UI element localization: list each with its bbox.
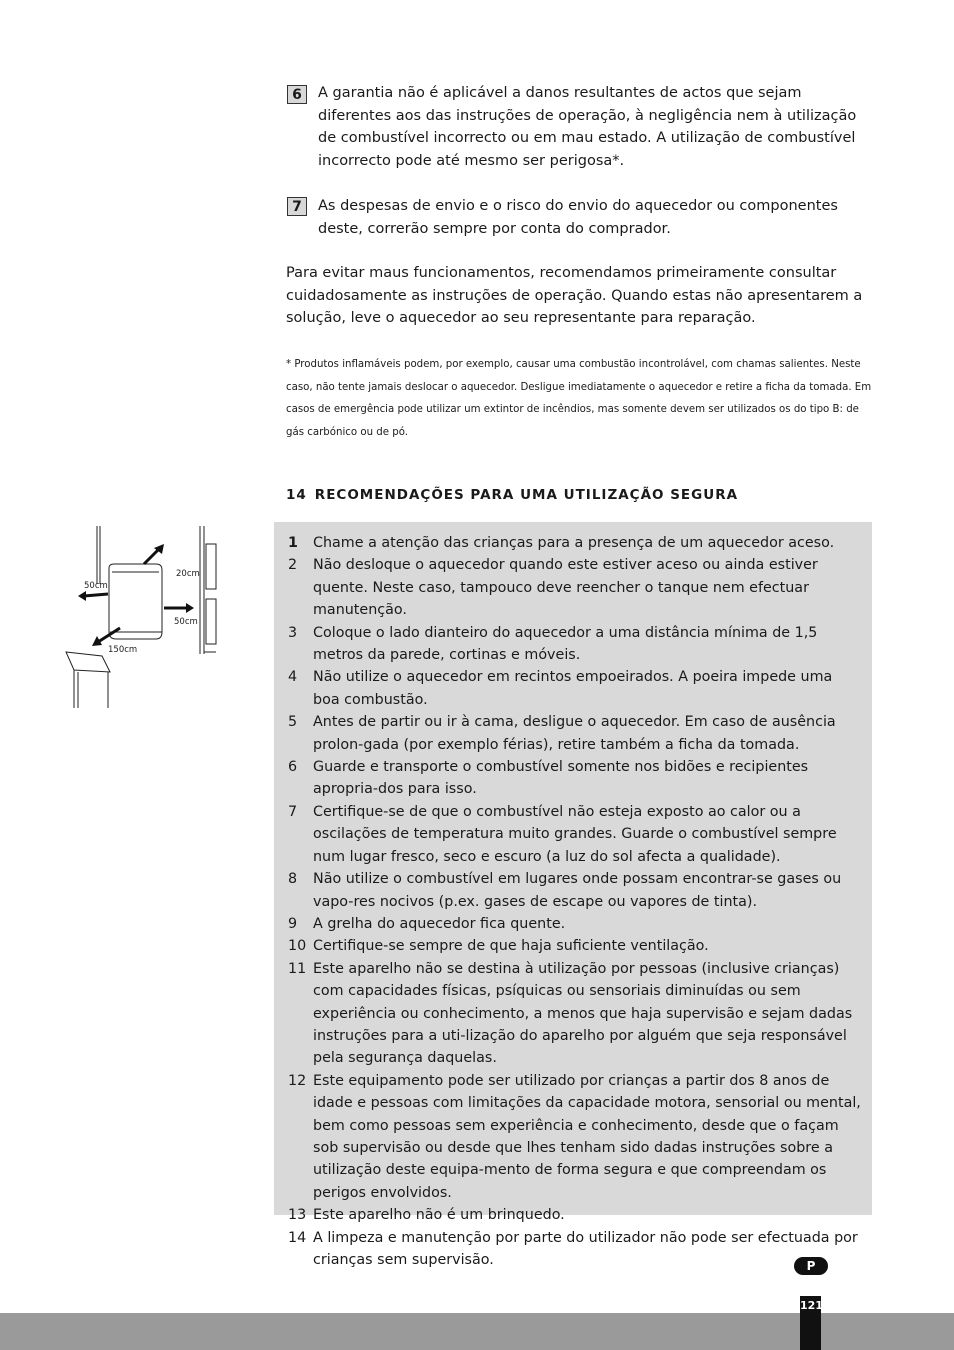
list-item-text: Não utilize o combustível em lugares onde possam encontrar-se gases ou vapo-res nocivos (p.ex. gases de escape ou vapores de tinta). [313,871,842,910]
list-item [288,756,863,801]
list-item [288,801,863,868]
section-title: RECOMENDAÇÕES PARA UMA UTILIZAÇÃO SEGURA [314,487,739,503]
list-item-text: Chame a atenção das crianças para a presença de um aquecedor aceso. [313,535,835,551]
list-item [288,1204,863,1226]
list-item [288,554,863,621]
list-item-text: Este aparelho não se destina à utilização por pessoas (inclusive crianças) com capacidades físicas, psíquicas ou sensoriais diminuídas ou sem experiência ou conhecimento, a menos que haja supervisão e sejam dadas instruções para a uti-lização do aparelho por alguém que seja responsável pela segurança daquelas. [313,960,853,1067]
list-item-text: Certifique-se sempre de que haja suficiente ventilação. [313,938,709,955]
list-item-number: 11 [288,960,307,977]
clearance-label-right: 50cm [174,617,198,627]
list-item [288,958,863,1070]
advice-paragraph: Para evitar maus funcionamentos, recomendamos primeiramente consultar cuidadosamente as instruções de operação. Quando estas não apresentarem a solução, leve o aquecedor ao seu representante para reparação. [286,265,863,326]
list-item-number: 3 [288,624,298,641]
list-item-text: Antes de partir ou ir à cama, desligue o aquecedor. Em caso de ausência prolon-gada (por exemplo férias), retire também a ficha da tomada. [313,714,836,753]
list-item-number: 1 [288,535,298,551]
list-item [288,622,863,667]
list-item-number: 14 [288,1229,307,1246]
list-item-text: A limpeza e manutenção por parte do utilizador não pode ser efectuada por crianças sem supervisão. [313,1229,858,1268]
list-item-number: 7 [288,803,298,820]
clearance-label-top: 20cm [176,569,200,579]
list-item-number: 12 [288,1072,307,1089]
list-item-text: Guarde e transporte o combustível somente nos bidões e recipientes apropria-dos para isso. [313,759,809,798]
page-number: 121 [800,1296,821,1350]
list-item-number: 13 [288,1207,307,1224]
footnote: * Produtos inflamáveis podem, por exemplo, causar uma combustão incontrolável, com chamas salientes. Neste caso, não tente jamais deslocar o aquecedor. Desligue imediatamente o aquecedor e retire a ficha da tomada. Em casos de emergência pode utilizar um extintor de incêndios, mas somente devem ser utilizados os do tipo B: de gás carbónico ou de pó. [286,359,872,438]
clearance-label-left: 50cm [84,581,108,591]
list-item [288,1227,863,1272]
safety-list [288,532,863,1271]
list-item-text: Certifique-se de que o combustível não esteja exposto ao calor ou a oscilações de temperatura muito grandes. Guarde o combustível sempre num lugar fresco, seco e escuro (a luz do sol afecta a qualidade). [313,803,837,865]
section-heading [286,487,738,503]
list-item-text: Este aparelho não é um brinquedo. [313,1207,565,1224]
warranty-item-text: As despesas de envio e o risco do envio do aquecedor ou componentes deste, correrão sempre por conta do comprador. [318,198,838,237]
list-item [288,1070,863,1204]
language-badge: P [794,1257,828,1275]
item-number-badge: 6 [287,85,307,104]
list-item-text: Coloque o lado dianteiro do aquecedor a uma distância mínima de 1,5 metros da parede, cortinas e móveis. [313,624,818,664]
clearance-label-front: 150cm [108,645,138,655]
list-item-number: 6 [288,759,298,776]
list-item-text: A grelha do aquecedor fica quente. [313,915,566,932]
list-item-number: 2 [288,557,298,574]
item-number-badge: 7 [287,197,307,216]
list-item-number: 8 [288,871,298,888]
list-item-number: 4 [288,669,298,686]
list-item [288,532,863,554]
warranty-item-text: A garantia não é aplicável a danos resultantes de actos que sejam diferentes aos das instruções de operação, à negligência nem à utilização de combustível incorrecto ou em mau estado. A utilização de combustível incorrecto pode até mesmo ser perigosa*. [318,85,857,169]
list-item-text: Este equipamento pode ser utilizado por crianças a partir dos 8 anos de idade e pessoas com limitações da capacidade motora, sensorial ou mental, bem como pessoas sem experiência e conhecimento, desde que o façam sob supervisão ou desde que lhes tenham sido dadas instruções sobre a utilização deste equipa-mento de forma segura e que compreendam os perigos envolvidos. [313,1072,861,1201]
list-item [288,935,863,957]
list-item [288,868,863,913]
list-item-number: 9 [288,915,298,932]
list-item-text: Não desloque o aquecedor quando este estiver aceso ou ainda estiver quente. Neste caso, tampouco deve reencher o tanque nem efectuar manutenção. [313,557,818,619]
list-item [288,711,863,756]
list-item-number: 5 [288,714,298,731]
list-item-text: Não utilize o aquecedor em recintos empoeirados. A poeira impede uma boa combustão. [313,669,833,708]
heater-clearance-illustration [64,524,220,710]
list-item-number: 10 [288,938,307,955]
list-item [288,913,863,935]
list-item [288,666,863,711]
section-number: 14 [286,487,307,503]
